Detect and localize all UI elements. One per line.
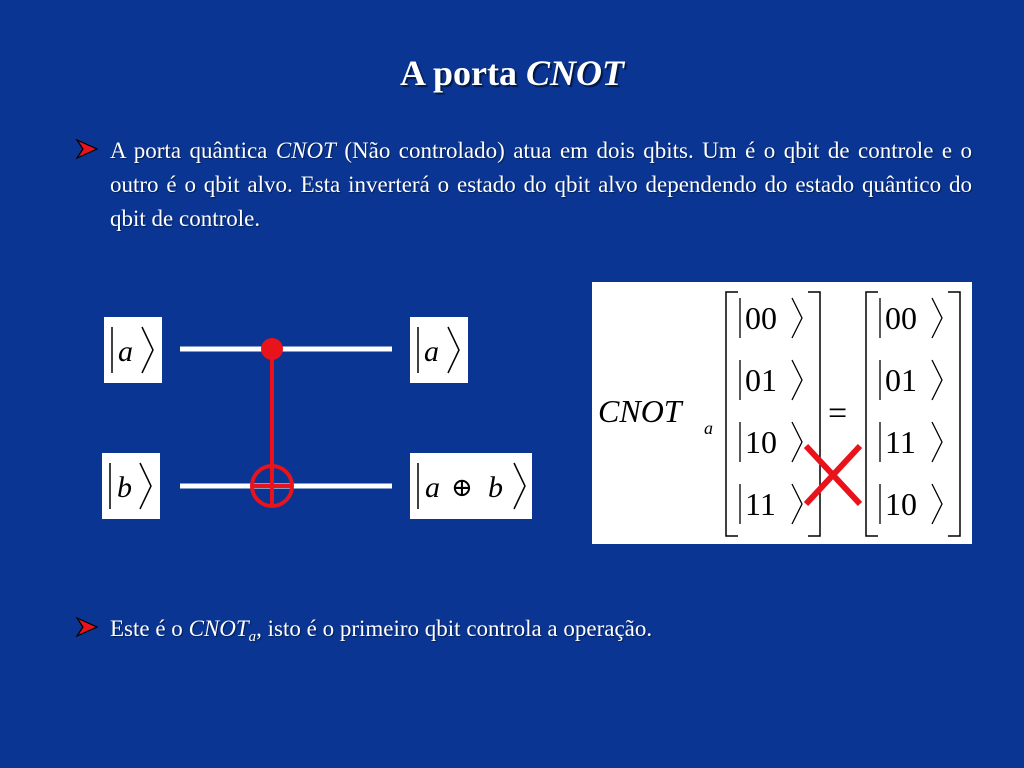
bullet-1-part1: A porta quântica [110,138,276,163]
matrix-equation [592,282,972,544]
equals-sign: = [828,395,848,432]
control-dot [261,338,283,360]
bullet-arrow-icon [74,615,100,639]
cnot-circuit [0,0,590,560]
bullet-2-text [110,612,972,654]
left-ket-3 [740,484,802,524]
bullet-1-italic: CNOT [275,138,336,163]
right-ket-3 [880,484,942,524]
right-ket-3-label: 10 [885,486,917,522]
output-bottom-xor: ⊕ [451,473,473,503]
input-top-label: a [118,335,133,368]
right-bracket-close [948,292,960,536]
title-italic: CNOT [526,53,624,93]
output-bottom-label-b: b [488,471,503,504]
operator-label: CNOT [598,393,682,429]
swap-cross-icon [806,446,860,504]
right-ket-2 [880,422,942,462]
output-top-label: a [424,335,439,368]
right-ket-1-label: 01 [885,362,917,398]
left-ket-3-label: 11 [745,486,776,522]
output-bottom-label-a: a [425,471,440,504]
bullet-2-subscript: a [248,629,257,645]
title-prefix: A porta [400,53,517,93]
left-ket-2-label: 10 [745,424,777,460]
right-ket-1 [880,360,942,400]
left-bracket-open [726,292,738,536]
bullet-1-part2: (Não controlado) atua em dois qbits. Um é o qbit de controle e o outro é o qbit alvo. Esta inverterá o estado do qbit alvo dependendo do estado quântico do qbit de controle. [110,138,972,231]
bullet-2-part1: Este é o [110,616,189,641]
matrix-panel [592,282,972,544]
left-ket-0 [740,298,802,338]
right-ket-0 [880,298,942,338]
left-ket-0-label: 00 [745,300,777,336]
right-bracket-open [866,292,878,536]
left-ket-2 [740,422,802,462]
right-ket-2-label: 11 [885,424,916,460]
right-ket-0-label: 00 [885,300,917,336]
bullet-2 [74,612,972,654]
left-ket-1 [740,360,802,400]
operator-subscript: a [704,418,713,438]
input-bottom-label: b [117,471,132,504]
bullet-2-italic: CNOT [188,616,249,641]
left-ket-1-label: 01 [745,362,777,398]
bullet-2-part2: , isto é o primeiro qbit controla a operação. [256,616,653,641]
